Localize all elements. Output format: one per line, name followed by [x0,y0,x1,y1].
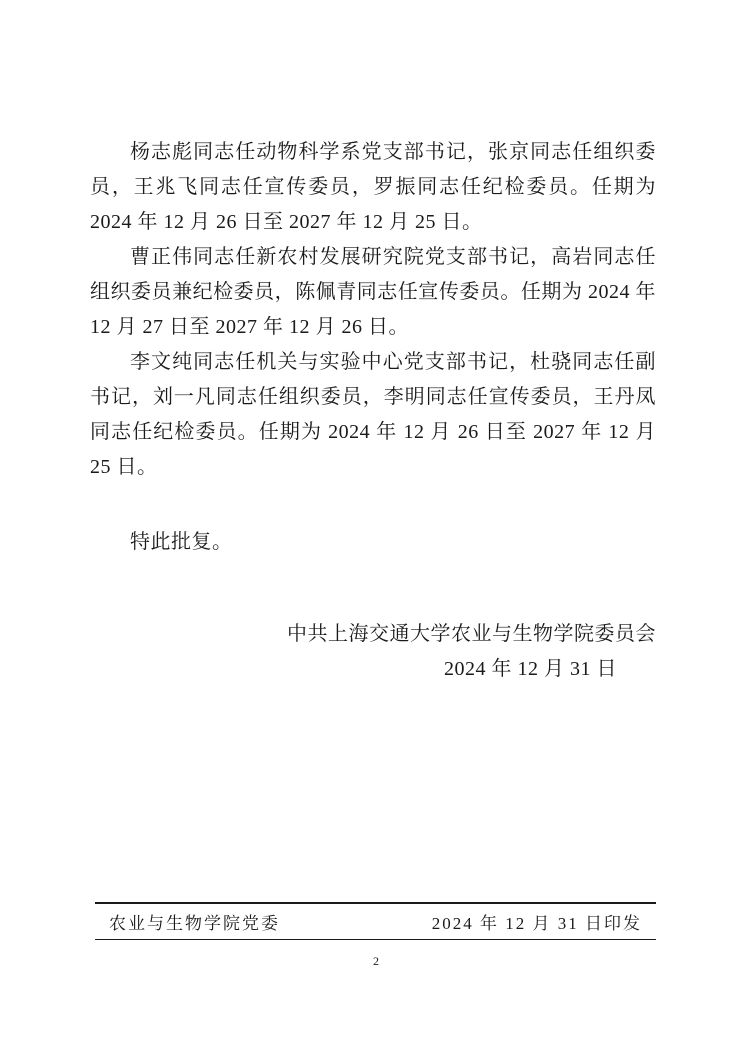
colophon-bar [95,902,656,940]
signature-organization: 中共上海交通大学农业与生物学院委员会 [287,623,656,645]
colophon-issuer: 农业与生物学院党委 [109,914,280,933]
page-number: 2 [373,954,380,968]
paragraph-appointment-3: 李文纯同志任机关与实验中心党支部书记，杜骁同志任副书记，刘一凡同志任组织委员，李明同志任宣传委员，王丹凤同志任纪检委员。任期为 2024 年 12 月 26 日至 2027 年 12 月 25 日。 [90,351,656,478]
signature-date: 2024 年 12 月 31 日 [444,658,617,680]
document-body [90,135,656,687]
paragraph-appointment-2: 曹正伟同志任新农村发展研究院党支部书记，高岩同志任组织委员兼纪检委员，陈佩青同志任宣传委员。任期为 2024 年 12 月 27 日至 2027 年 12 月 26 日。 [90,246,656,338]
signature-block [90,617,656,687]
closing-phrase: 特此批复。 [130,531,233,553]
colophon-print-date: 2024 年 12 月 31 日印发 [431,914,642,933]
paragraph-appointment-1: 杨志彪同志任动物科学系党支部书记，张京同志任组织委员，王兆飞同志任宣传委员，罗振同志任纪检委员。任期为 2024 年 12 月 26 日至 2027 年 12 月 25 日。 [90,141,656,233]
